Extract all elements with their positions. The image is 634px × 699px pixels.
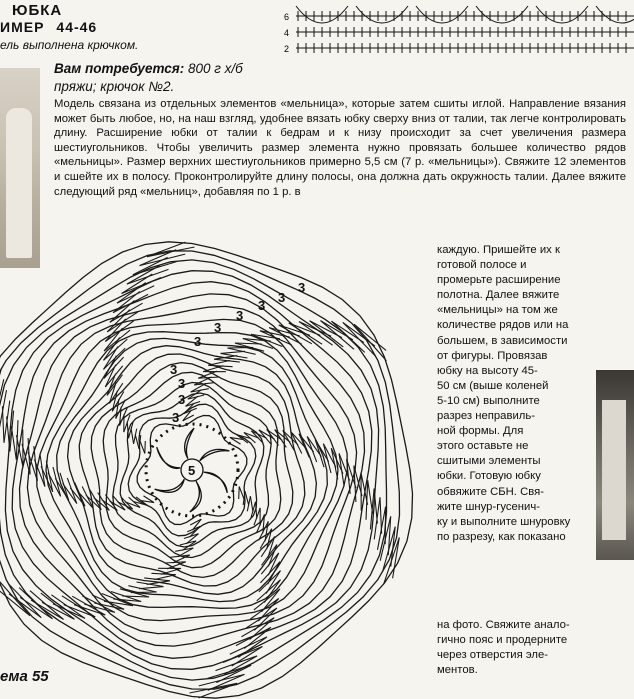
side-text-line: «мельницы» на том же (437, 304, 558, 317)
motif-stitch (147, 247, 195, 257)
center-petal (200, 449, 230, 460)
motif-stitch (239, 487, 244, 500)
side-text-line: на фото. Свяжите анало- (437, 619, 570, 631)
row-number-6: 6 (284, 12, 290, 22)
row-number-4: 4 (284, 28, 290, 38)
side-text-line: ментов. (437, 664, 478, 677)
motif-stitch (0, 579, 30, 615)
center-number: 5 (188, 463, 196, 478)
side-text-line: разрез неправиль- (437, 410, 536, 423)
side-text-line: каждую. Пришейте их к (437, 244, 560, 256)
motif-stitch (134, 429, 137, 444)
center-petal (157, 447, 181, 468)
row-marker-label: 3 (194, 334, 202, 349)
motif-stitch (251, 431, 266, 438)
motif-ring (0, 251, 400, 689)
center-petal (204, 472, 228, 493)
side-text-line: 50 см (выше коленей (437, 379, 549, 392)
motif-stitch (53, 467, 61, 496)
row-marker-label: 3 (258, 298, 266, 313)
motif-stitch (135, 435, 139, 449)
instructions-paragraph: Модель связана из отдельных элементов «мельница», которые затем сшиты иглой. Направление вязания может быть любое, но, на наш взгляд, удобнее вязать юбку сверху вниз от талии, так легче контролировать длину. Расширение юбки от талии к бедрам и к низу происходит за счет увеличения размера шестиугольников. Чтобы увеличить размер элемента нужно провязать большее количество рядов «мельницы». Размер верхних шестиугольников примерно 5,5 см (7 р. «мельницы»). Свяжите 12 элементов и сшейте их в полосу. Проконтролируйте длину полосы, она должна дать окружность талии. Далее вяжите следующий ряд «мельниц», добавляя по 1 р. в (54, 98, 626, 198)
row-marker-label: 3 (170, 362, 178, 377)
instructions-side-column-bottom (437, 618, 623, 678)
side-text-line: юбку на высоту 45- (437, 364, 538, 377)
side-text-line: готовой полосе и (437, 259, 527, 272)
technique-note: ель выполнена крючком. (0, 38, 139, 52)
materials-label: Вам потребуется: (54, 61, 185, 76)
motif-stitch (239, 487, 240, 500)
row-marker-label: 3 (236, 308, 244, 323)
side-text-line: обвяжите СБН. Свя- (437, 485, 545, 498)
motif-stitch (223, 647, 262, 663)
motif-stitch (216, 656, 258, 671)
row-marker-label: 3 (298, 280, 306, 295)
edging-diagram (282, 0, 634, 62)
side-text-line: ку и выполните шнуровку (437, 515, 571, 528)
row-marker-label: 3 (172, 410, 180, 425)
center-petal (155, 479, 185, 492)
edging-arch (356, 6, 408, 23)
motif-stitch (323, 444, 331, 473)
side-text-line: полотна. Далее вяжите (437, 289, 560, 302)
motif-stitch (122, 278, 161, 294)
row-marker-label: 3 (214, 320, 222, 335)
row-marker-label: 3 (278, 290, 286, 305)
materials-hook: пряжи; крючок №2. (54, 79, 175, 94)
side-text-line: 5-10 см) выполните (437, 394, 540, 407)
side-text-line: гично пояс и продерните (437, 634, 568, 647)
side-text-line: ной формы. Для (437, 425, 524, 438)
motif-stitch (190, 519, 201, 525)
side-text-line: количестве рядов или на (437, 319, 569, 332)
edging-arch (476, 6, 528, 23)
motif-stitch (8, 584, 41, 618)
motif-stitch (267, 529, 272, 550)
side-text-line: жите шнур-гусенич- (437, 500, 540, 513)
side-text-line: промерьте расширение (437, 274, 561, 287)
side-text-line: от фигуры. Провязав (437, 349, 548, 362)
side-text-line: сшитыми элементы (437, 455, 541, 468)
center-petal (185, 428, 195, 459)
size-label: ИМЕР (0, 19, 45, 35)
row-marker-label: 3 (178, 392, 186, 407)
materials-yarn: 800 г х/б (188, 61, 243, 76)
motif-stitch (151, 573, 175, 574)
motif-stitch (343, 322, 376, 356)
pattern-title: ЮБКА (12, 2, 63, 19)
motif-stitch (145, 441, 146, 454)
motif-stitch (140, 440, 145, 453)
instructions-side-column (437, 243, 595, 545)
motif-stitch (183, 415, 194, 421)
center-petal (190, 481, 201, 512)
motif-stitch (208, 365, 232, 366)
row-number-2: 2 (284, 44, 290, 54)
side-text-line: большем, в зависимости (437, 334, 568, 347)
size-line (0, 19, 97, 35)
motif-stitch (112, 391, 117, 412)
motif-stitch (190, 683, 238, 693)
materials-block (54, 60, 324, 96)
row-marker-label: 3 (178, 376, 186, 391)
size-value: 44-46 (56, 19, 98, 35)
side-text-line: юбки. Готовую юбку (437, 470, 541, 483)
motif-stitch (131, 428, 134, 444)
motif-stitch (245, 491, 249, 505)
motif-stitch (118, 502, 133, 509)
motif-stitch (127, 269, 169, 284)
motif-stitch (250, 496, 253, 512)
side-text-line: этого оставьте не (437, 440, 529, 453)
motif-stitch (247, 496, 250, 511)
windmill-motif-diagram (0, 238, 440, 699)
scheme-caption: ема 55 (0, 668, 49, 685)
side-text-line: по разрезу, как показано (437, 530, 566, 543)
model-photo-right (596, 370, 634, 560)
side-text-line: через отверстия эле- (437, 649, 548, 662)
